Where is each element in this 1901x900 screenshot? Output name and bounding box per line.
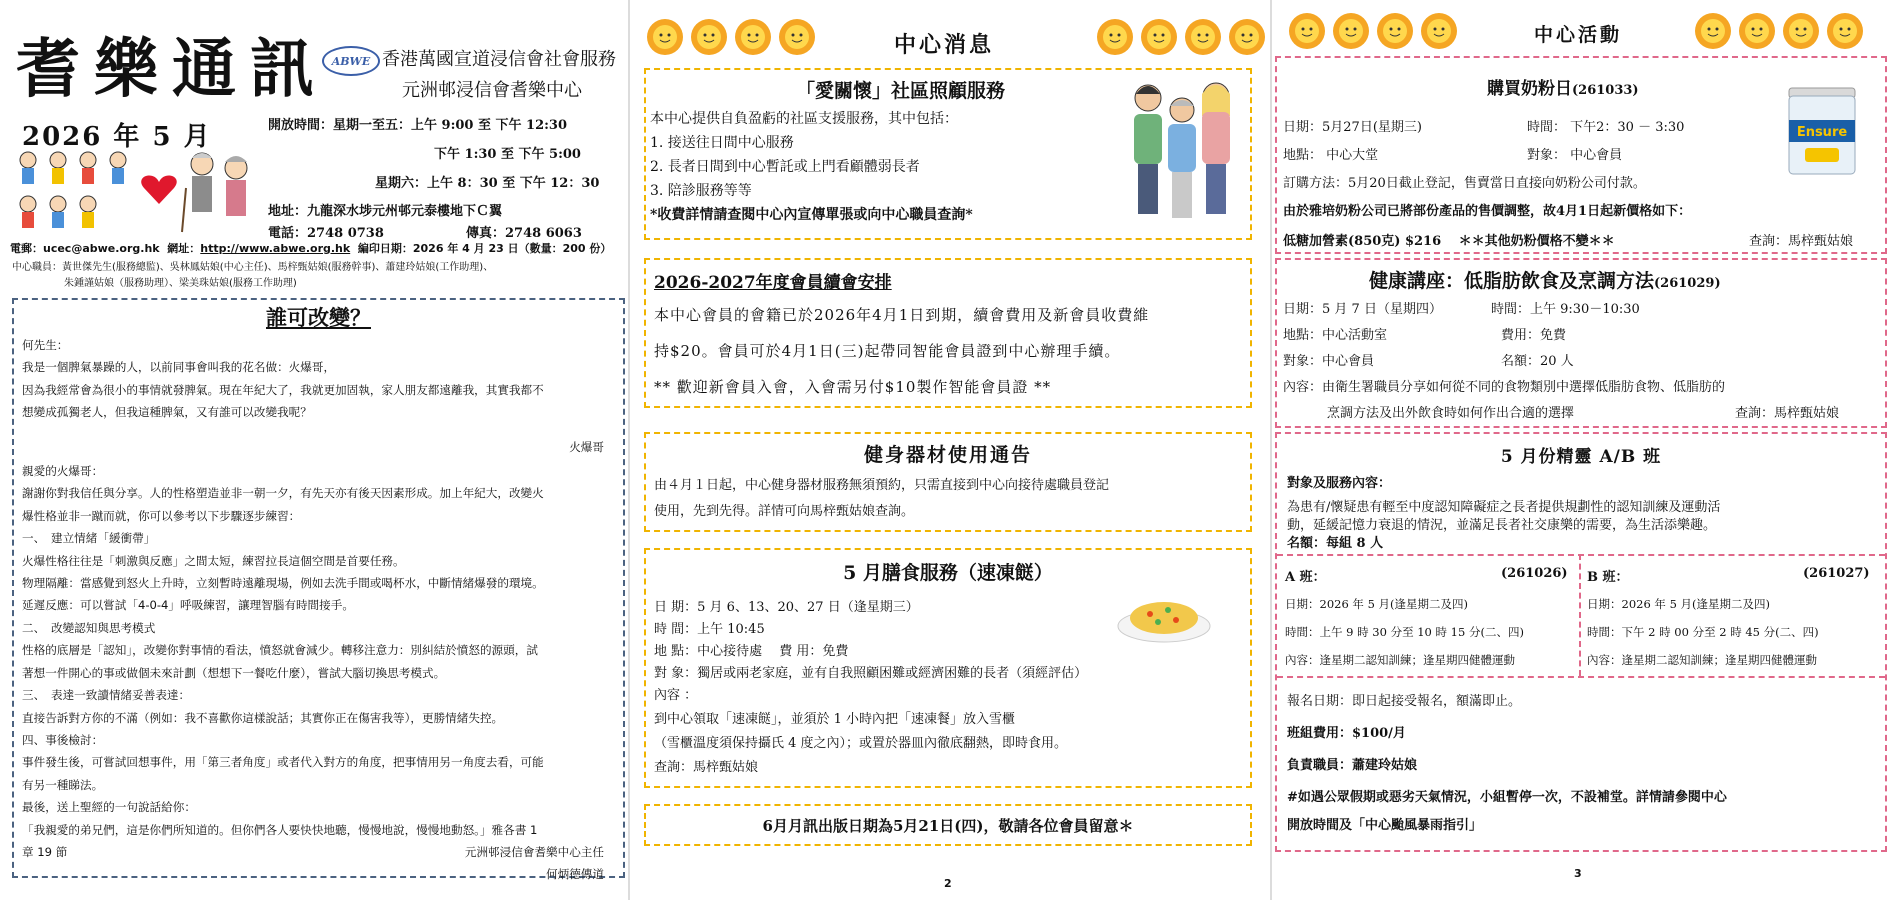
page-header-activities: 中心活動 [1534, 24, 1623, 46]
ensure-milk-tin-icon [1785, 86, 1859, 178]
issue-date: 2026 年 5 月 [22, 122, 212, 152]
sun-icon [1184, 18, 1222, 56]
newsletter-page-2 [630, 0, 1270, 900]
class-a-name: A 班： [1285, 570, 1326, 585]
class-title: 5 月份精靈 A/B 班 [1500, 447, 1662, 467]
sun-icon [1376, 12, 1414, 50]
opening-hours-weekday: 開放時間：星期一至五：上午 9:00 至 下午 12:30 [268, 118, 568, 133]
next-issue-box [644, 804, 1252, 846]
newsletter-page-3 [1272, 0, 1901, 900]
sun-icon [1288, 12, 1326, 50]
health-title: 健康講座：低脂肪飲食及烹調方法(261029) [1369, 270, 1721, 292]
sun-decoration-right [1694, 12, 1864, 50]
print-info: 編印日期：2026 年 4 月 23 日（數量：200 份） [357, 242, 612, 255]
class-b-name: B 班： [1587, 570, 1629, 585]
center-name: 元洲邨浸信會耆樂中心 [402, 80, 582, 101]
website-link[interactable]: http://www.abwe.org.hk [200, 242, 351, 255]
abwe-logo: ABWE [322, 46, 380, 76]
sun-icon [778, 18, 816, 56]
care-note: *收費詳情請查閱中心內宣傳單張或向中心職員查詢* [650, 207, 973, 223]
sun-decoration-left [1288, 12, 1458, 50]
fax: 傳真：2748 6063 [466, 226, 582, 241]
newsletter-page-1 [0, 0, 628, 900]
care-service-box: 「愛關懷」社區照顧服務 本中心提供自負盈虧的社區支援服務，其中包括： 1. 接送往日間中心服務 2. 長者日間到中心暫託或上門看顧體弱長者 3. 陪診服務等等 *收費詳情請查閱中心內宣傳單張或向中心職員查詢* [644, 68, 1252, 240]
sun-icon [1420, 12, 1458, 50]
sun-icon [646, 18, 684, 56]
care-title: 「愛關懷」社區照顧服務 [796, 80, 1006, 102]
email-link[interactable]: ucec@abwe.org.hk [43, 242, 160, 255]
milk-day-box: 購買奶粉日(261033) 日期：5月27日(星期三) 時間： 下午2：30 － 3:30 地點： 中心大堂 對象： 中心會員 訂購方法：5月20日截止登記，售賣當日直接向奶粉公司付款。 由於雅培奶粉公司已將部份產品的售價調整，故4月1日起新價格如下： 低糖加營素(850克) $216 ＊＊其他奶粉價格不變＊＊ 查詢：馬梓甄姑娘 Ensure [1275, 56, 1887, 254]
svg-text:Ensure: Ensure [1796, 125, 1848, 140]
membership-title: 2026-2027年度會員續會安排 [654, 273, 892, 293]
staff-list: 中心職員：黃世傑先生(服務總監)、吳林鳳姑娘(中心主任)、馬梓甄姑娘(服務幹事)、蕭建玲姑娘(工作助理)、 朱鍾謹姑娘（服務助理）、梁美珠姑娘(服務工作助理) [12, 262, 494, 289]
sun-icon [1228, 18, 1266, 56]
advice-article [12, 298, 625, 882]
caregivers-illustration [1122, 76, 1242, 226]
address: 地址：九龍深水埗元州邨元泰樓地下Ｃ翼 [268, 204, 503, 219]
cognitive-class-box: 5 月份精靈 A/B 班 對象及服務內容： 為患有/懷疑患有輕至中度認知障礙症之長者提供規劃性的認知訓練及運動活 動，延緩記憶力衰退的情況，並滿足長者社交康樂的需要，為生活添樂趣。 名額：每組 8 人 A 班： (261026) 日期：2026 年 5 月(逢星期二及四) 時間：上午 9 時 30 分至 10 時 15 分(二、四) 內容：逢星期二認知訓練；逢星期四健體運動 B 班： (261027) 日期：2026 年 5 月(逢星期二及四) 時間：下午 2 時 00 分至 2 時 45 分(二、四) 內容：逢星期二認知訓練；逢星期四健體運動 報名日期：即日起接受報名，額滿即止。 班組費用：$100/月 負責職員：蕭建玲姑娘 #如遇公眾假期或惡劣天氣情況，小組暫停一次，不設補堂。詳情請參閱中心 開放時間及「中心颱風暴雨指引」 [1275, 432, 1887, 852]
meal-title: 5 月膳食服務（速凍餸） [843, 562, 1053, 584]
org-name: 香港萬國宣道浸信會社會服務 [382, 49, 616, 70]
letter-signoff: 火爆哥 [569, 439, 604, 454]
sun-icon [1332, 12, 1370, 50]
sun-icon [1096, 18, 1134, 56]
health-contact: 查詢：馬梓甄姑娘 [1735, 406, 1840, 421]
sun-icon [690, 18, 728, 56]
milk-title: 購買奶粉日(261033) [1487, 79, 1639, 99]
milk-contact: 查詢：馬梓甄姑娘 [1749, 234, 1854, 249]
membership-box: 2026-2027年度會員續會安排 本中心會員的會籍已於2026年4月1日到期，續會費用及新會員收費維 持$20。會員可於4月1日(三)起帶同智能會員證到中心辦理手續。 ** 歡迎新會員入會，入會需另付$10製作智能會員證 ** [644, 258, 1252, 408]
fried-rice-icon [1116, 586, 1212, 644]
gym-title: 健身器材使用通告 [863, 444, 1032, 466]
health-talk-box: 健康講座：低脂肪飲食及烹調方法(261029) 日期：5 月 7 日（星期四） 時間：上午 9:30－10:30 地點：中心活動室 費用：免費 對象：中心會員 名額：20 人 內容：由衛生署職員分享如何從不同的食物類別中選擇低脂肪食物、低脂肪的 烹調方法及出外飲食時如何作出合適的選擇 查詢：馬梓甄姑娘 [1275, 258, 1887, 428]
opening-hours-saturday: 星期六：上午 8：30 至 下午 12：30 [375, 176, 600, 191]
opening-hours-afternoon: 下午 1:30 至 下午 5:00 [434, 147, 581, 162]
sun-decoration-left [646, 18, 816, 56]
sun-icon [734, 18, 772, 56]
contact-line: 電郵：ucec@abwe.org.hk 網址：http://www.abwe.org.hk 編印日期：2026 年 4 月 23 日（數量：200 份） [10, 242, 612, 255]
sun-icon [1782, 12, 1820, 50]
page-number: 3 [1574, 867, 1582, 880]
gym-notice-box: 健身器材使用通告 由４月１日起，中心健身器材服務無須預約，只需直接到中心向接待處職員登記 使用，先到先得。詳情可向馬梓甄姑娘查詢。 [644, 432, 1252, 532]
article-title: 誰可改變？ [266, 305, 371, 330]
meal-service-box: 5 月膳食服務（速凍餸） 日 期：5 月 6、13、20、27 日（逢星期三） 時 間：上午 10:45 地 點：中心接待處 費 用：免費 對 象：獨居或兩老家庭，並有自我照顧困難或經濟困難的長者（須經評估） 內容 ： 到中心領取「速凍餸」，並須於 1 小時內把「速凍餐」放入雪櫃 （雪櫃溫度須保持攝氏 4 度之內）；或置於器皿內徹底翻熱，即時食用。 查詢：馬梓甄姑娘 [644, 548, 1252, 788]
meal-contact: 查詢：馬梓甄姑娘 [654, 760, 759, 775]
sun-decoration-right [1096, 18, 1266, 56]
signature-org: 元洲邨浸信會耆樂中心主任 [464, 844, 604, 859]
sun-icon [1694, 12, 1732, 50]
elderly-illustration [14, 148, 254, 234]
page-number: 2 [944, 877, 952, 890]
sun-icon [1826, 12, 1864, 50]
sun-icon [1140, 18, 1178, 56]
newsletter-title: 耆樂通訊 [16, 32, 328, 107]
signature-name: 何炳德傳道 [546, 867, 604, 882]
next-issue-notice: 6月月訊出版日期為5月21日(四)，敬請各位會員留意＊ [762, 817, 1134, 835]
phone: 電話：2748 0738 [268, 226, 384, 241]
sun-icon [1738, 12, 1776, 50]
article-body: 何先生： 我是一個脾氣暴躁的人，以前同事會叫我的花名做：火爆哥， 因為我經常會為很小的事情就發脾氣。現在年紀大了，我就更加固執，家人朋友都遠離我，其實我都不 想變成孤獨老人，但我這種脾氣，又有誰可以改變我呢？ 火爆哥 親愛的火爆哥： 謝謝你對我信任與分享。人的性格塑造並非一朝一夕，有先天亦有後天因素形成。加上年紀大，改變火 爆性格並非一蹴而就，你可以參考以下步驟逐步練習： 一、 建立情緒「緩衝帶」 火爆性格往往是「刺激與反應」之間太短，練習拉長這個空間是首要任務。 物理隔離：當感覺到怒火上升時，立刻暫時遠離現場，例如去洗手間或喝杯水，中斷情緒爆發的環境。 延遲反應：可以嘗試「4-0-4」呼吸練習，讓理智腦有時間接手。 二、 改變認知與思考模式 性格的底層是「認知」，改變你對事情的看法，憤怒就會減少。轉移注意力：別糾結於憤怒的源頭，試 著想一件開心的事或做個未來計劃（想想下一餐吃什麼），嘗試大腦切換思考模式。 三、 表達一致讀情緒妥善表達： 直接告訴對方你的不滿（例如：我不喜歡你這樣說話；其實你正在傷害我等），更勝情緒失控。 四、事後檢討： 事件發生後，可嘗試回想事件，用「第三者角度」或者代入對方的角度，把事情用另一角度去看，可能 有另一種睇法。 最後，送上聖經的一句說話給你： 「我親愛的弟兄們，這是你們所知道的。但你們各人要快快地聽，慢慢地說，慢慢地動怒。」雅各書 1 章 19 節 元洲邨浸信會耆樂中心主任 何炳德傳道 [22, 334, 616, 886]
page-header-news: 中心消息 [894, 32, 995, 58]
